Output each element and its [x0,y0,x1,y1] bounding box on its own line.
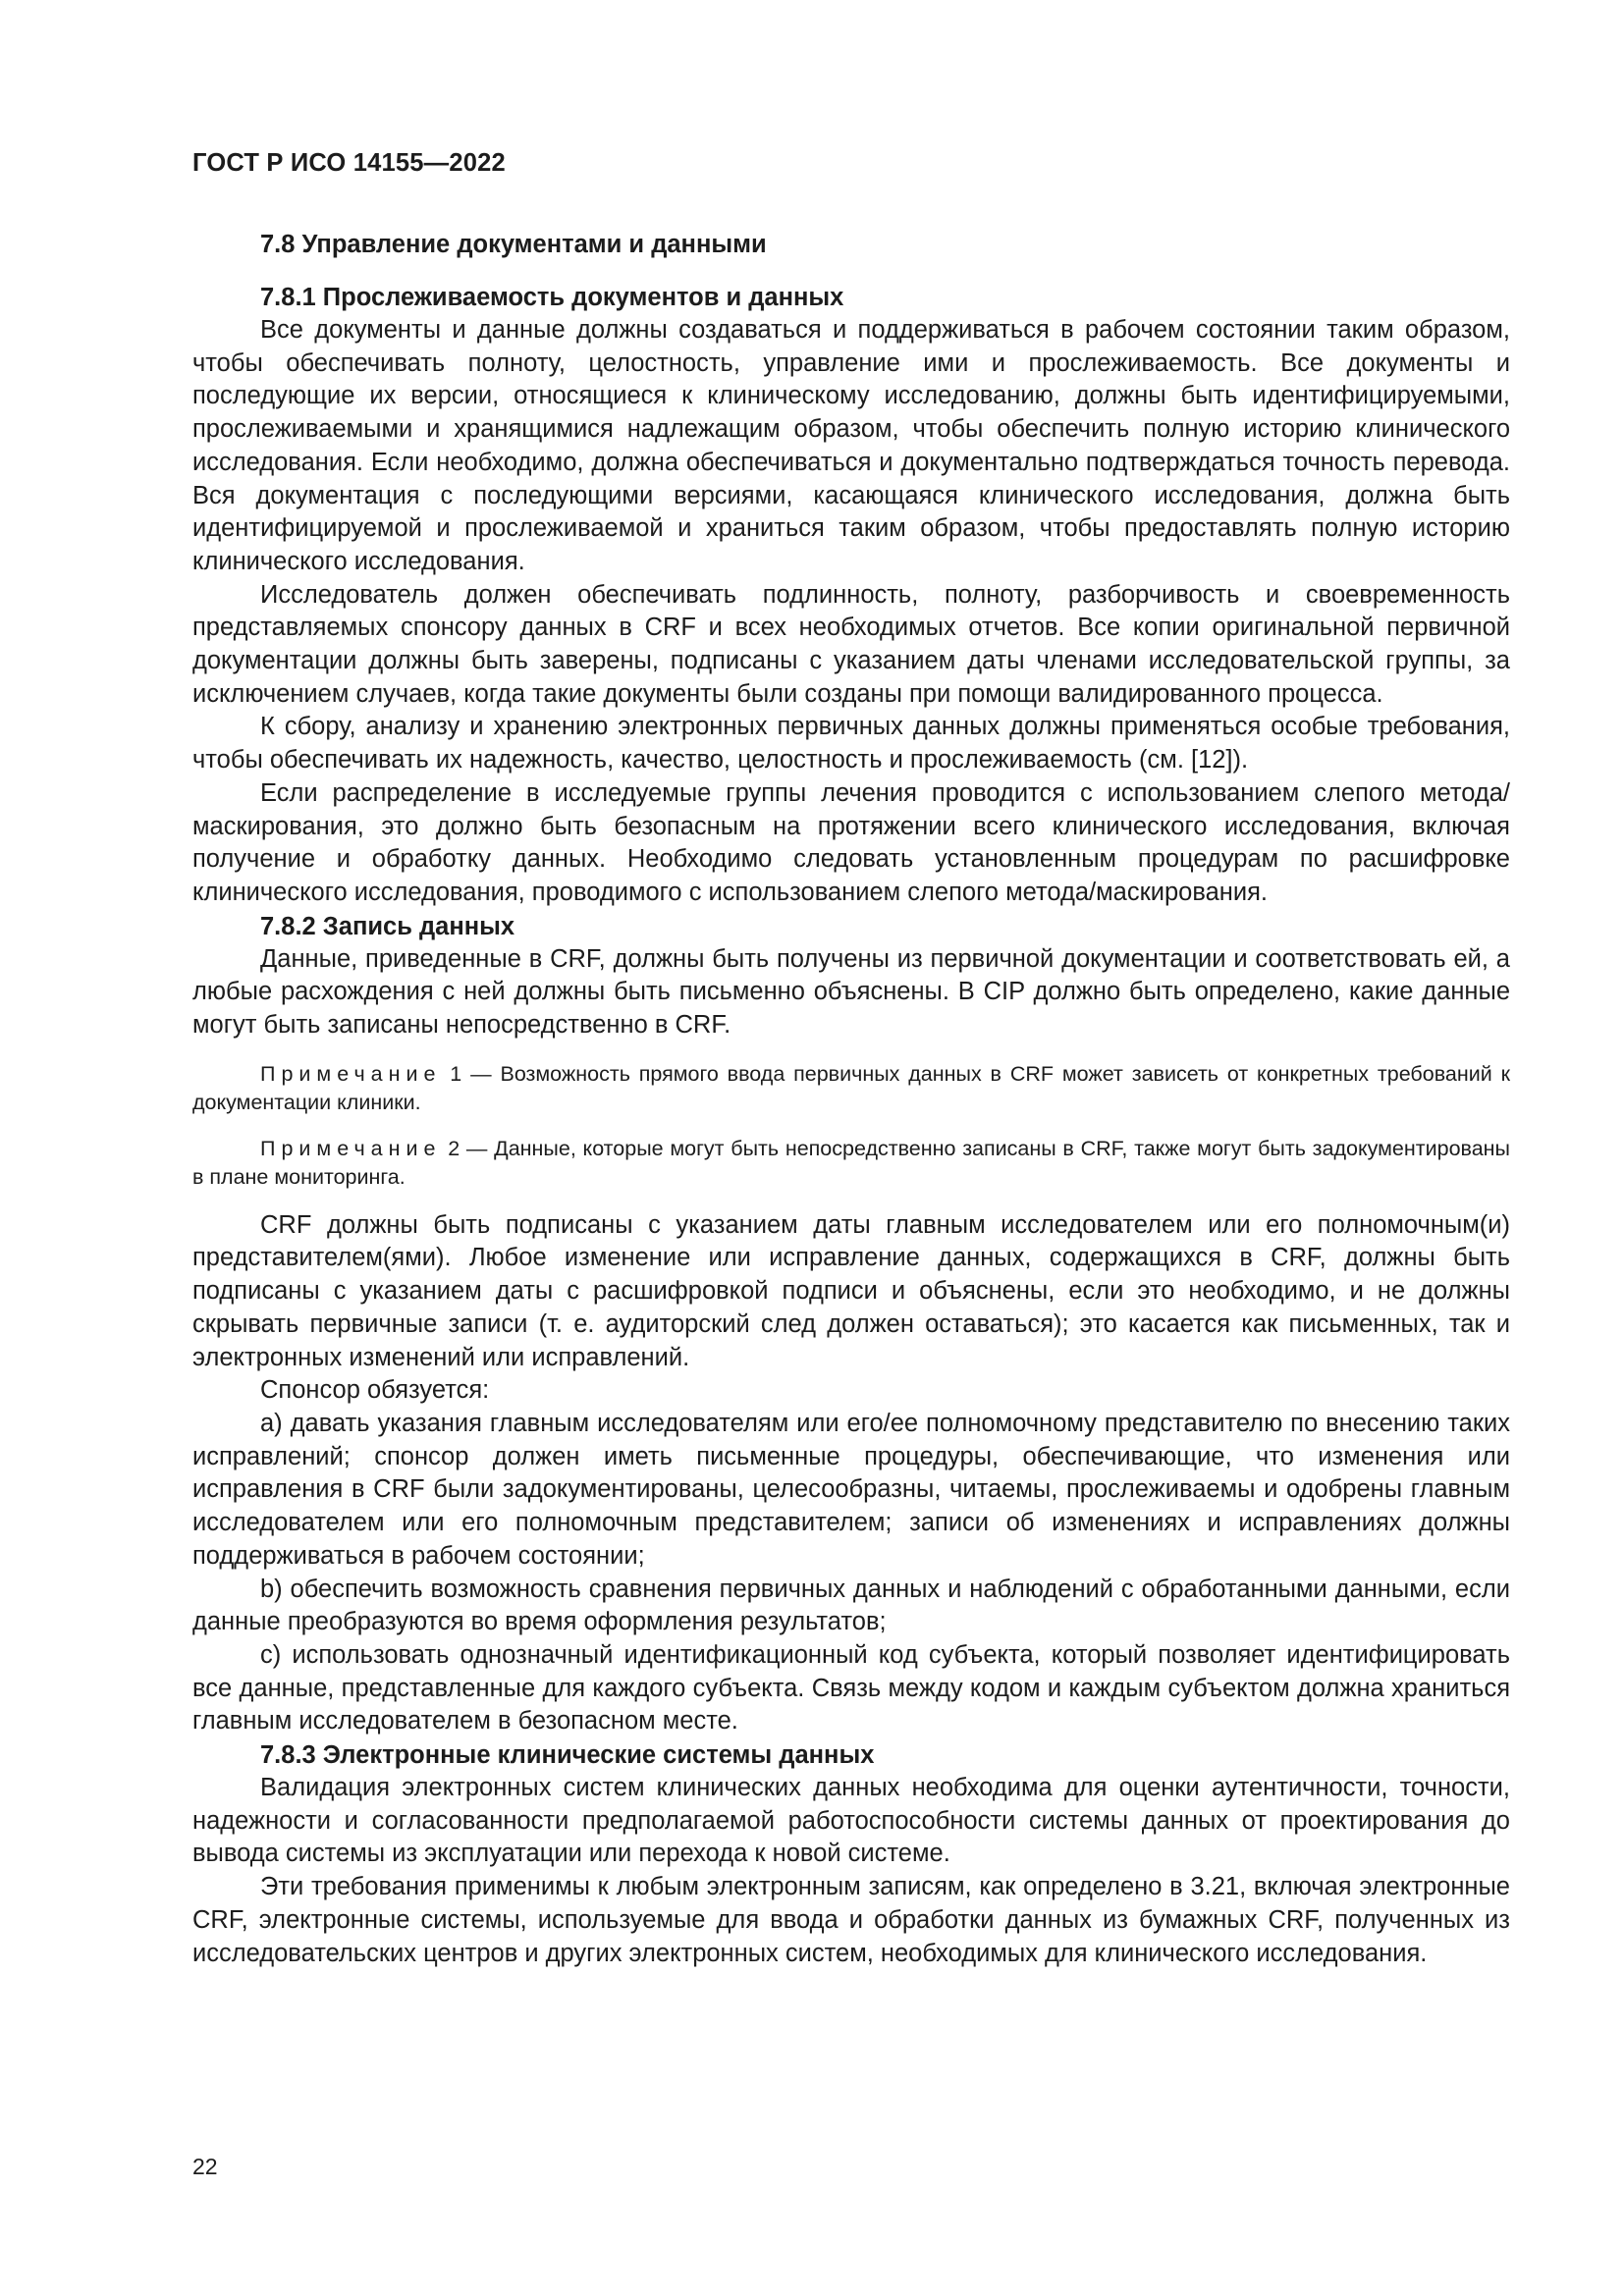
paragraph: CRF должны быть подписаны с указанием даты главным исследователем или его полномочным(и) представителем(ями). Любое изменение или исправление данных, содержащихся в CRF, должны быть подписаны с указанием даты с расшифровкой подписи и объяснены, если это необходимо, и не должны скрывать первичные записи (т. е. аудиторский след должен оставаться); это касается как письменных, так и электронных изменений или исправлений. [192,1210,1510,1371]
section-title: 7.8 Управление документами и данными [260,231,767,258]
paragraph: Спонсор обязуется: [260,1376,490,1405]
subsection-title-7-8-3: 7.8.3 Электронные клинические системы данных [260,1741,875,1770]
paragraph: Все документы и данные должны создаваться и поддерживаться в рабочем состоянии таким образом, чтобы обеспечивать полноту, целостность, управление ими и прослеживаемость. Все документы и последующие их версии, относящиеся к клиническому исследованию, должны быть идентифицируемыми, прослеживаемыми и хранящимися надлежащим образом, чтобы обеспечить полную историю клинического исследования. Если необходимо, должна обеспечиваться и документально подтверждаться точность перевода. Вся документация с последующими версиями, касающаяся клинического исследования, должна быть идентифицируемой и прослеживаемой и храниться таким образом, чтобы предоставлять полную историю клинического исследования. [192,316,1510,575]
paragraph: К сбору, анализу и хранению электронных первичных данных должны применяться особые требования, чтобы обеспечивать их надежность, качество, целостность и прослеживаемость (см. [12]). [192,713,1510,774]
subsection-title-7-8-1: 7.8.1 Прослеживаемость документов и данных [260,284,844,311]
list-item-a: a) давать указания главным исследователям или его/ее полномочному представителю по внесению таких исправлений; спонсор должен иметь письменные процедуры, обеспечивающие, что изменения или исправления в CRF были задокументированы, целесообразны, читаемы, прослеживаемы и одобрены главным исследователем или его полномочным представителем; записи об изменениях и исправлениях должны поддерживаться в рабочем состоянии; [192,1409,1510,1570]
note-2 [192,1135,1510,1192]
list-item-c: c) использовать однозначный идентификационный код субъекта, который позволяет идентифицировать все данные, представленные для каждого субъекта. Связь между кодом и каждым субъектом должна храниться главным исследователем в безопасном месте. [192,1640,1510,1735]
note-1 [192,1060,1510,1117]
list-item-b: b) обеспечить возможность сравнения первичных данных и наблюдений с обработанными данными, если данные преобразуются во время оформления результатов; [192,1575,1510,1636]
note-label: Примечание [260,1136,442,1160]
subsection-title-7-8-2: 7.8.2 Запись данных [260,912,515,940]
paragraph: Данные, приведенные в CRF, должны быть получены из первичной документации и соответствовать ей, а любые расхождения с ней должны быть письменно объяснены. В CIP должно быть определено, какие данные могут быть записаны непосредственно в CRF. [192,944,1510,1040]
page-content [192,228,1510,1970]
paragraph: Эти требования применимы к любым электронным записям, как определено в 3.21, включая электронные CRF, электронные системы, используемые для ввода и обработки данных из бумажных CRF, полученных из исследовательских центров и других электронных систем, необходимых для клинического исследования. [192,1873,1510,1967]
note-text: 1 — Возможность прямого ввода первичных данных в CRF может зависеть от конкретных требований к документации клиники. [192,1061,1510,1114]
document-header: ГОСТ Р ИСО 14155—2022 [192,149,506,177]
paragraph: Исследователь должен обеспечивать подлинность, полноту, разборчивость и своевременность представляемых спонсору данных в CRF и всех необходимых отчетов. Все копии оригинальной первичной документации должны быть заверены, подписаны с указанием даты членами исследовательской группы, за исключением случаев, когда такие документы были созданы при помощи валидированного процесса. [192,580,1510,708]
page-number: 22 [192,2154,218,2179]
note-text: 2 — Данные, которые могут быть непосредственно записаны в CRF, также могут быть задокументированы в плане мониторинга. [192,1136,1510,1189]
paragraph: Валидация электронных систем клинических данных необходима для оценки аутентичности, точности, надежности и согласованности предполагаемой работоспособности системы данных от проектирования до вывода системы из эксплуатации или перехода к новой системе. [192,1774,1510,1868]
note-label: Примечание [260,1061,442,1086]
paragraph: Если распределение в исследуемые группы лечения проводится с использованием слепого метода/маскирования, это должно быть безопасным на протяжении всего клинического исследования, включая получение и обработку данных. Необходимо следовать установленным процедурам по расшифровке клинического исследования, проводимого с использованием слепого метода/маскирования. [192,778,1510,906]
